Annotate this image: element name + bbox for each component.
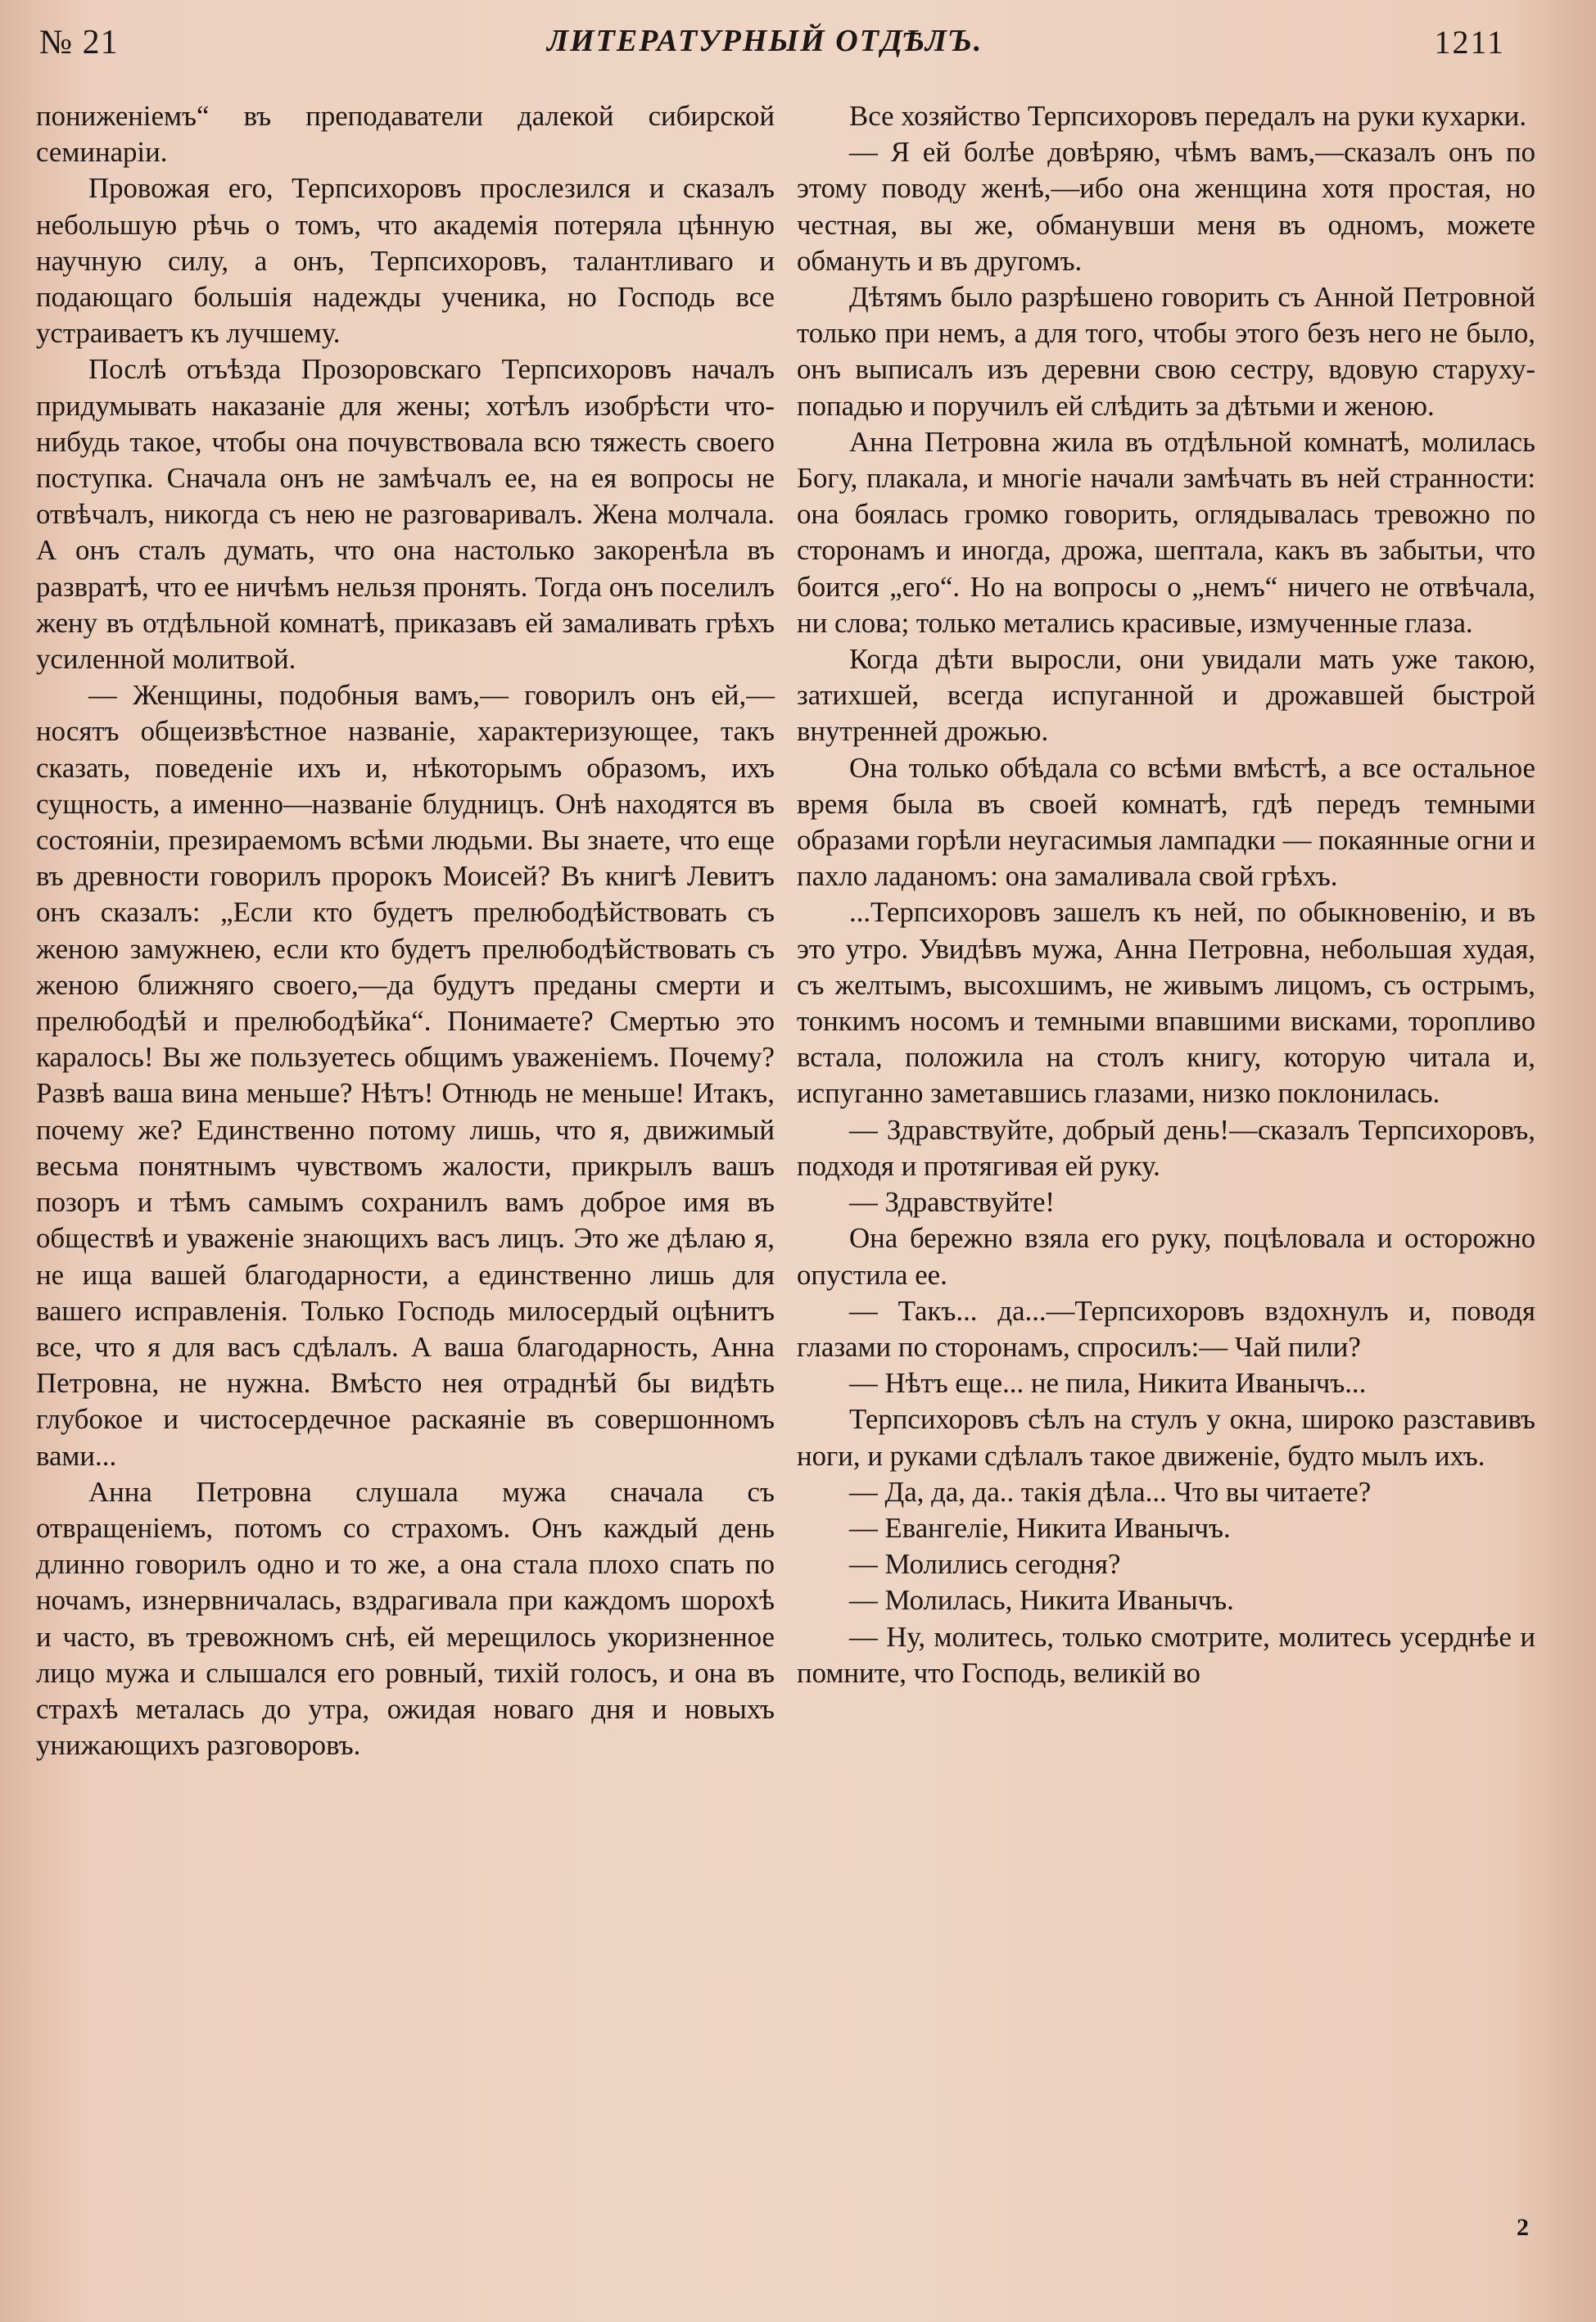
right-paragraph-7: ...Терпсихоровъ зашелъ къ ней, по обыкновенію, и въ это утро. Увидѣвъ мужа, Анна Петровна, небольшая худая, съ желтымъ, высохшимъ, не живымъ лицомъ, съ острымъ, тонкимъ носомъ и темными впавшими висками, торопливо встала, положила на столъ книгу, которую читала и, испуганно заметавшись глазами, низко поклонилась. <box>797 896 1535 1110</box>
right-paragraph-6: Она только обѣдала со всѣми вмѣстѣ, а все остальное время была въ своей комнатѣ, гдѣ передъ темными образами горѣли неугасимыя лампадки — покаянные огни и пахло ладаномъ: она замаливала свой грѣхъ. <box>797 751 1535 893</box>
left-paragraph-3: Послѣ отъѣзда Прозоровскаго Терпсихоровъ началъ придумывать наказаніе для жены; хотѣлъ изобрѣсти что-нибудь такое, чтобы она почувствовала всю тяжесть своего поступка. Сначала онъ не замѣчалъ ее, на ея вопросы не отвѣчалъ, никогда съ нею не разговаривалъ. Жена молчала. А онъ сталъ думать, что она настолько закоренѣла въ развратѣ, что ее ничѣмъ нельзя пронять. Тогда онъ поселилъ жену въ отдѣльной комнатѣ, приказавъ ей замаливать грѣхъ усиленной молитвой. <box>36 353 775 676</box>
right-paragraph-11: — Такъ... да...—Терпсихоровъ вздохнулъ и, поводя глазами по сторонамъ, спросилъ:— Чай пили? <box>797 1294 1535 1363</box>
right-paragraph-5: Когда дѣти выросли, они увидали мать уже такою, затихшей, всегда испуганной и дрожавшей быстрой внутренней дрожью. <box>797 643 1535 748</box>
left-paragraph-5: Анна Петровна слушала мужа сначала съ отвращеніемъ, потомъ со страхомъ. Онъ каждый день длинно говорилъ одно и то же, а она стала плохо спать по ночамъ, изнервничалась, вздрагивала при каждомъ шорохѣ и часто, въ тревожномъ снѣ, ей мерещилось укоризненное лицо мужа и слышался его ровный, тихій голосъ, и она въ страхѣ металась до утра, ожидая новаго дня и новыхъ унижающихъ разговоровъ. <box>36 1475 775 1762</box>
right-paragraph-12: — Нѣтъ еще... не пила, Никита Иванычъ... <box>849 1367 1367 1400</box>
left-paragraph-1: пониженіемъ“ въ преподаватели далекой сибирской семинаріи. <box>36 100 775 169</box>
right-paragraph-17: — Молилась, Никита Иванычъ. <box>849 1584 1234 1617</box>
left-text-column <box>36 98 775 1763</box>
issue-number: № 21 <box>39 24 119 61</box>
right-paragraph-18: — Ну, молитесь, только смотрите, молитесь усерднѣе и помните, что Господь, великій во <box>797 1620 1535 1689</box>
right-paragraph-3: Дѣтямъ было разрѣшено говорить съ Анной Петровной только при немъ, а для того, чтобы этого безъ него не было, онъ выписалъ изъ деревни свою сестру, вдовую старуху-попадью и поручилъ ей слѣдить за дѣтьми и женою. <box>797 281 1535 422</box>
section-title: ЛИТЕРАТУРНЫЙ ОТДѢЛЪ. <box>547 24 983 58</box>
right-paragraph-1: Все хозяйство Терпсихоровъ передалъ на руки кухарки. <box>849 100 1527 132</box>
left-paragraph-2: Провожая его, Терпсихоровъ прослезился и сказалъ небольшую рѣчь о томъ, что академія потеряла цѣнную научную силу, а онъ, Терпсихоровъ, талантливаго и подающаго большія надежды ученика, но Господь все устраиваетъ къ лучшему. <box>36 172 775 350</box>
right-paragraph-15: — Евангеліе, Никита Иванычъ. <box>849 1511 1231 1544</box>
signature-mark: 2 <box>1517 2214 1529 2241</box>
page-number: 1211 <box>1434 24 1505 61</box>
right-paragraph-9: — Здравствуйте! <box>849 1186 1055 1219</box>
right-paragraph-8: — Здравствуйте, добрый день!—сказалъ Терпсихоровъ, подходя и протягивая ей руку. <box>797 1113 1535 1182</box>
right-paragraph-14: — Да, да, да.. такія дѣла... Что вы читаете? <box>849 1475 1372 1508</box>
right-paragraph-2: — Я ей болѣе довѣряю, чѣмъ вамъ,—сказалъ онъ по этому поводу женѣ,—ибо она женщина хотя простая, но честная, вы же, обманувши меня въ одномъ, можете обмануть и въ другомъ. <box>797 136 1535 277</box>
right-text-column <box>797 98 1535 1691</box>
page-header <box>39 23 1505 72</box>
left-paragraph-4: — Женщины, подобныя вамъ,— говорилъ онъ ей,—носятъ общеизвѣстное названіе, характеризующее, такъ сказать, поведеніе ихъ и, нѣкоторымъ образомъ, ихъ сущность, а именно—названіе блудницъ. Онѣ находятся въ состояніи, презираемомъ всѣми людьми. Вы знаете, что еще въ древности говорилъ пророкъ Моисей? Въ книгѣ Левитъ онъ сказалъ: „Если кто будетъ прелюбодѣйствовать съ женою замужнею, если кто будетъ прелюбодѣйствовать съ женою ближняго своего,—да будутъ преданы смерти и прелюбодѣй и прелюбодѣйка“. Понимаете? Смертью это каралось! Вы же пользуетесь общимъ уваженіемъ. Почему? Развѣ ваша вина меньше? Нѣтъ! Отнюдь не меньше! Итакъ, почему же? Единственно потому лишь, что я, движимый весьма понятнымъ чувствомъ жалости, прикрылъ вашъ позоръ и тѣмъ самымъ сохранилъ вамъ доброе имя въ обществѣ и уваженіе знающихъ васъ лицъ. Это же дѣлаю я, не ища вашей благодарности, а единственно лишь для вашего исправленія. Только Господь милосердый оцѣнитъ все, что я для васъ сдѣлалъ. А ваша благодарность, Анна Петровна, не нужна. Вмѣсто нея отраднѣй бы видѣть глубокое и чистосердечное раскаяніе въ совершонномъ вами... <box>36 679 775 1472</box>
right-paragraph-13: Терпсихоровъ сѣлъ на стулъ у окна, широко разставивъ ноги, и руками сдѣлалъ такое движеніе, будто мылъ ихъ. <box>797 1403 1535 1472</box>
right-paragraph-4: Анна Петровна жила въ отдѣльной комнатѣ, молилась Богу, плакала, и многіе начали замѣчать въ ней странности: она боялась громко говорить, оглядывалась тревожно по сторонамъ и иногда, дрожа, шептала, какъ въ забытьи, что боится „его“. Но на вопросы о „немъ“ ничего не отвѣчала, ни слова; только метались красивые, измученные глаза. <box>797 425 1535 639</box>
right-paragraph-10: Она бережно взяла его руку, поцѣловала и осторожно опустила ее. <box>797 1222 1535 1291</box>
right-paragraph-16: — Молились сегодня? <box>849 1548 1121 1581</box>
